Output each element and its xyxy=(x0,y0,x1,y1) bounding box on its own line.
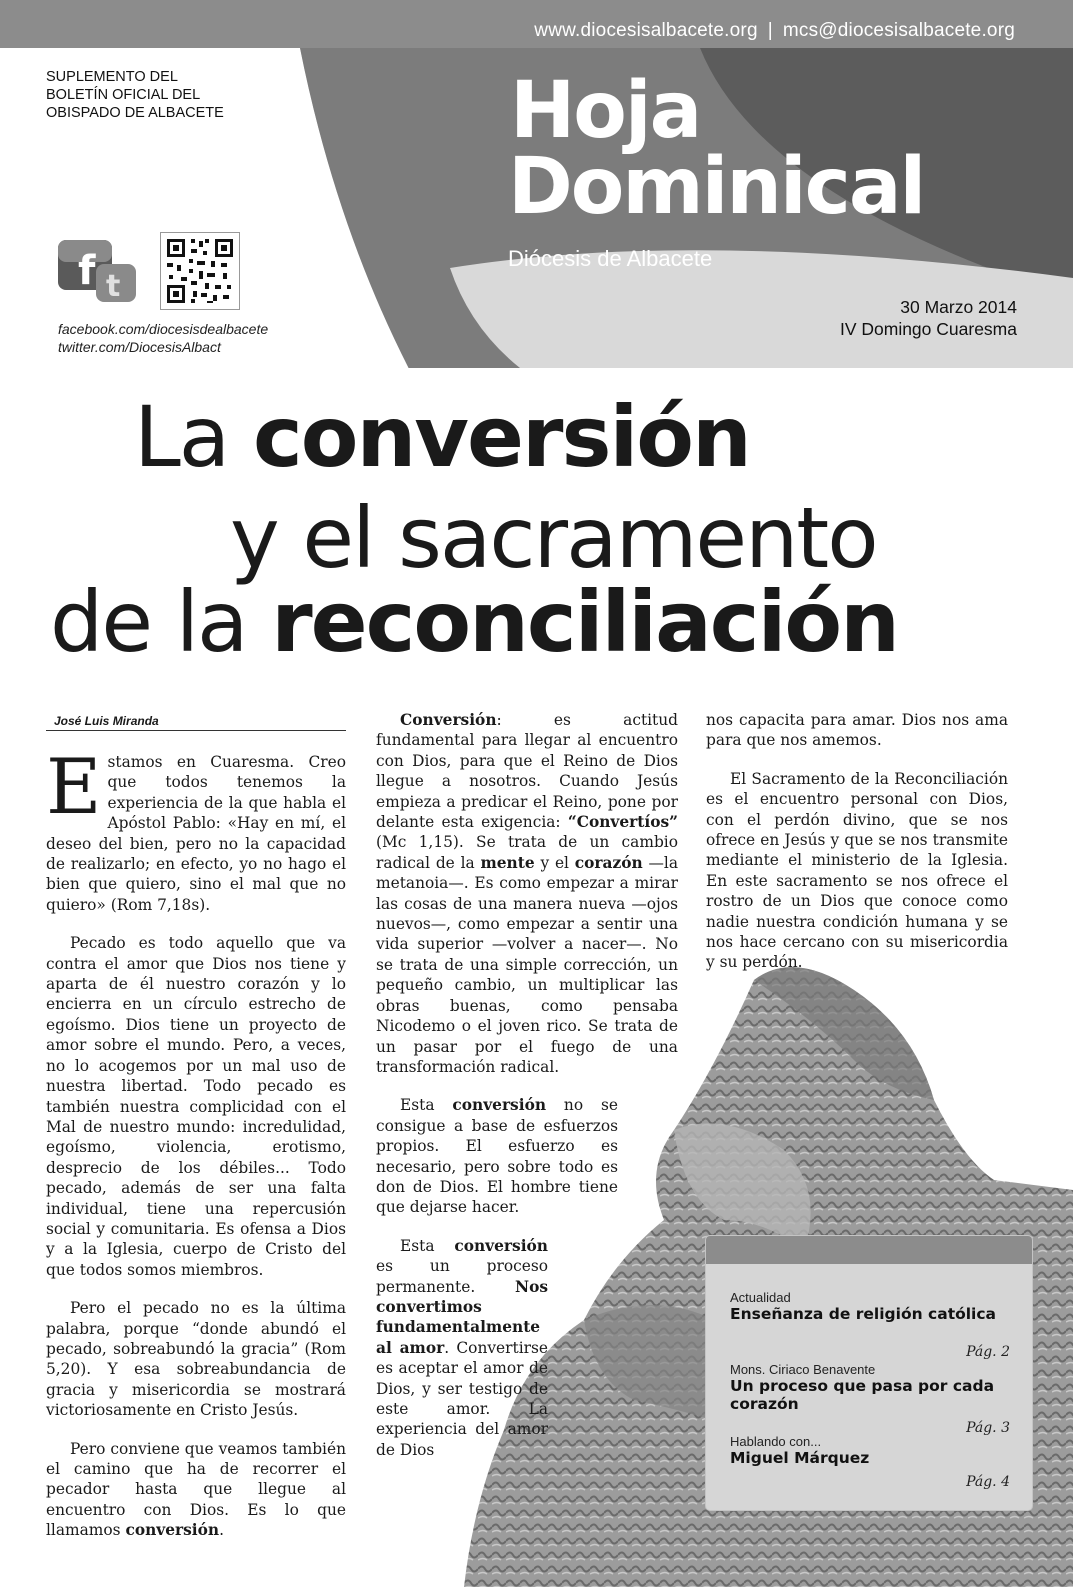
author-rule xyxy=(46,730,346,731)
emphasis-text: conversión xyxy=(452,1096,547,1115)
supplement-line-2: BOLETÍN OFICIAL DEL xyxy=(46,87,201,103)
article-paragraph: nos capacita para amar. Dios nos ama para que nos amemos. xyxy=(706,711,1008,750)
contents-category: Mons. Ciriaco Benavente xyxy=(730,1362,876,1377)
paragraph-text: : es actitud fundamental para llegar al encuentro con Dios, para que el Reino de Dios llegue a nosotros. Cuando Jesús empieza a predicar el Reino, pone por delante esta exigencia: xyxy=(376,711,678,832)
paragraph-text: . xyxy=(219,1521,224,1540)
article-column-3 xyxy=(706,710,1008,991)
paragraph-text: (Mc 1,15). Se trata de un cambio radical de la xyxy=(376,833,678,872)
paragraph-text: Esta xyxy=(400,1236,455,1255)
article-paragraph: El Sacramento de la Reconciliación es el encuentro personal con Dios, con el perdón divino, que se nos ofrece en Jesús y que se nos transmite mediante el ministerio de la Iglesia. En este sacramento se nos ofrece el rostro de un Dios que conoce como nadie nuestra condición humana y se nos hace cercano con su misericordia y su perdón. xyxy=(706,769,1008,972)
headline-words-sacramento: y el sacramento xyxy=(230,489,877,587)
liturgical-day: IV Domingo Cuaresma xyxy=(839,319,1017,339)
contents-category: Hablando con... xyxy=(730,1434,822,1449)
headline-line-3 xyxy=(50,573,898,671)
emphasis-text: mente xyxy=(480,853,535,872)
paragraph-text: es un proceso permanente. xyxy=(376,1257,548,1296)
email-link[interactable]: mcs@diocesisalbacete.org xyxy=(782,20,1015,41)
headline-line-2 xyxy=(230,489,877,587)
paragraph-text: Pero conviene que veamos también el camino que ha de recorrer el pecador hasta que llegue al encuentro con Dios. Es lo que llamamos xyxy=(46,1439,346,1540)
facebook-twitter-icon[interactable] xyxy=(56,238,140,306)
article-paragraph xyxy=(46,742,346,915)
headline-word-reconciliacion: reconciliación xyxy=(271,573,898,671)
article-paragraph xyxy=(46,1439,346,1541)
svg-text:t: t xyxy=(106,269,121,304)
emphasis-text: “Convertíos” xyxy=(567,813,678,832)
contents-item[interactable] xyxy=(730,1362,1010,1436)
article-column-1 xyxy=(46,742,346,1559)
link-separator: | xyxy=(767,20,773,41)
twitter-link[interactable]: twitter.com/DiocesisAlbact xyxy=(58,339,221,355)
paragraph-text: stamos en Cuaresma. Creo que todos tenemos la experiencia de la que habla el Apóstol Pablo: «Hay en mí, el deseo del bien, pero no la capacidad de realizarlo; en efecto, yo no hago el bien que quiero, sino el mal que no quiero» (Rom 7,18s). xyxy=(46,753,346,914)
emphasis-text: conversión xyxy=(125,1521,220,1540)
article-paragraph: Pecado es todo aquello que va contra el amor que Dios nos tiene y aparta de él nuestro corazón y lo encierra en un círculo estrecho de egoísmo. Dios tiene un proyecto de amor sobre el mundo. Pero, a veces, no lo acogemos por un mal uso de nuestra libertad. Todo pecado es también nuestra complicidad con el Mal de nuestro mundo: incredulidad, egoísmo, violencia, erotismo, desprecio de los débiles... Todo pecado, además de ser una falta individual, tiene una repercusión social y comunitaria. Es ofensa a Dios y a la Iglesia, cuerpo de Cristo del que todos somos miembros. xyxy=(46,934,346,1279)
paragraph-text: y el xyxy=(534,853,575,872)
contents-box-header xyxy=(706,1236,1032,1264)
headline-line-1 xyxy=(134,388,750,486)
article-column-2 xyxy=(376,710,678,1478)
social-links xyxy=(58,320,268,356)
headline-word-la: La xyxy=(134,388,253,486)
header-contact-links xyxy=(534,20,1015,42)
paragraph-text: Esta xyxy=(400,1096,453,1115)
emphasis-text: Conversión xyxy=(400,711,497,729)
contents-title: Un proceso que pasa por cada corazón xyxy=(730,1377,995,1413)
qr-code-icon[interactable] xyxy=(160,232,240,310)
emphasis-text: Nos convertimos fundamentalmente al amor xyxy=(376,1277,548,1357)
emphasis-text: conversión xyxy=(454,1236,548,1255)
article-paragraph xyxy=(376,1095,678,1217)
article-paragraph xyxy=(376,1236,678,1460)
issue-date-block xyxy=(840,296,1017,340)
paragraph-text: —la metanoia—. Es como empezar a mirar las cosas de una manera nueva —ojos nuevos—, como empezar a sentir una vida superior —volver a nacer—. No se trata de una simple corrección, un pequeño cambio, un multiplicar las obras buenas, como pensaba Nicodemo o el joven rico. Se trata de un pasar por el fuego de una transformación radical. xyxy=(376,853,678,1076)
contents-box xyxy=(706,1236,1032,1510)
diocese-name: Diócesis de Albacete xyxy=(508,246,713,271)
contents-item[interactable] xyxy=(730,1434,1010,1504)
website-link[interactable]: www.diocesisalbacete.org xyxy=(534,20,758,41)
contents-page: Pág. 3 xyxy=(966,1420,1010,1436)
contents-title: Miguel Márquez xyxy=(730,1449,870,1467)
headline-word-conversion: conversión xyxy=(252,388,750,486)
contents-item[interactable] xyxy=(730,1290,1010,1360)
article-paragraph xyxy=(376,710,678,1077)
contents-page: Pág. 4 xyxy=(966,1474,1010,1490)
supplement-line-3: OBISPADO DE ALBACETE xyxy=(46,105,224,121)
contents-category: Actualidad xyxy=(730,1290,791,1305)
emphasis-text: corazón xyxy=(574,853,643,872)
article-paragraph: Pero el pecado no es la última palabra, porque “donde abundó el pecado, sobreabundó la gracia” (Rom 5,20). Y esa sobreabundancia de gracia y misericordia se mostrará victoriosamente en Cristo Jesús. xyxy=(46,1299,346,1420)
contents-title: Enseñanza de religión católica xyxy=(730,1305,997,1323)
paragraph-text: no se consigue a base de esfuerzos propios. El esfuerzo es necesario, pero sobre todo es don de Dios. El hombre tiene que dejarse hacer. xyxy=(376,1096,618,1217)
issue-date: 30 Marzo 2014 xyxy=(900,297,1017,317)
facebook-link[interactable]: facebook.com/diocesisdealbacete xyxy=(58,321,269,337)
brand-title-line-1: Hoja xyxy=(510,66,701,156)
supplement-label xyxy=(46,68,224,122)
paragraph-text: . Convertirse es aceptar el amor de Dios, y ser testigo de este amor. La experiencia del amor de Dios xyxy=(376,1338,548,1459)
author-byline: José Luis Miranda xyxy=(54,714,159,728)
drop-cap: E xyxy=(46,742,102,831)
brand-title-line-2: Dominical xyxy=(508,142,925,232)
supplement-line-1: SUPLEMENTO DEL xyxy=(46,69,178,85)
contents-page: Pág. 2 xyxy=(966,1344,1010,1360)
headline-words-de-la: de la xyxy=(50,573,272,671)
svg-text:f: f xyxy=(78,248,96,294)
